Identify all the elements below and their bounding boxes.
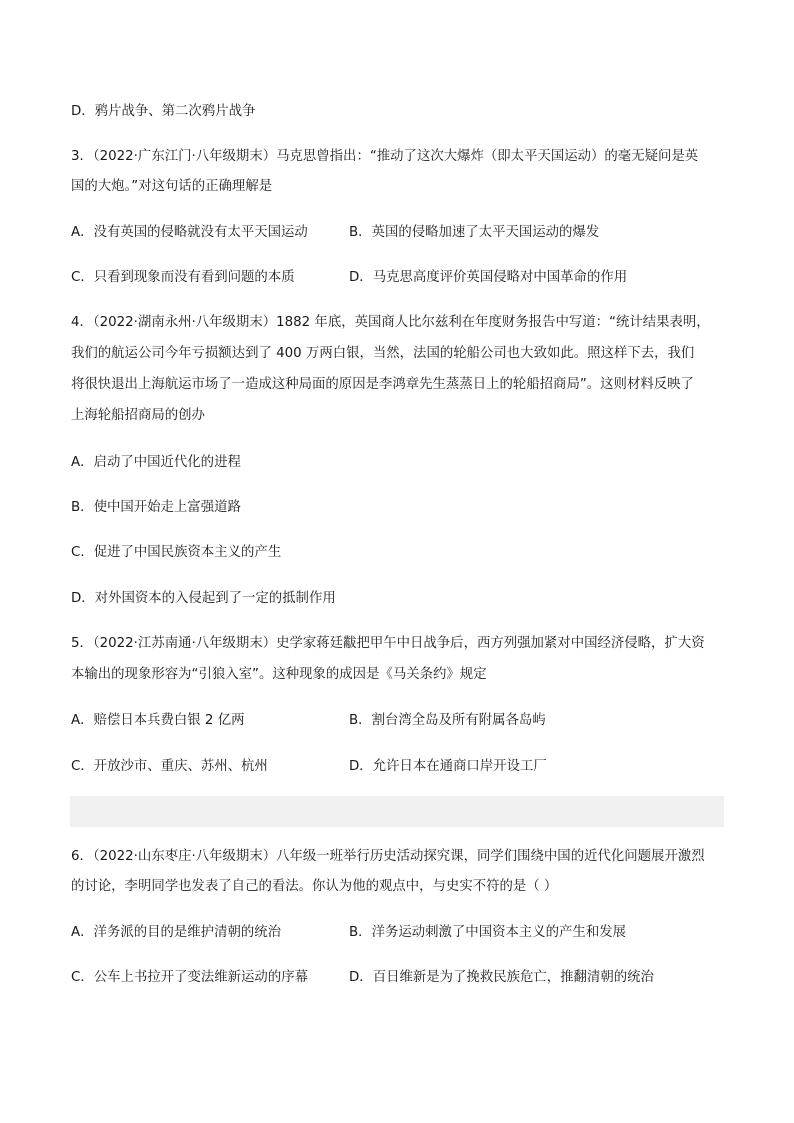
q5-stem-line1: 5．（2022·江苏南通·八年级期末）史学家蒋廷黻把甲午中日战争后，西方列强加紧对中国经济侵略，扩大资 [71, 636, 705, 651]
q6-option-b: B．洋务运动刺激了中国资本主义的产生和发展 [349, 925, 626, 940]
q2-option-d: D．鸦片战争、第二次鸦片战争 [71, 104, 256, 119]
q3-stem-line2: 国的大炮。”对这句话的正确理解是 [71, 179, 273, 194]
q4-stem-line4: 上海轮船招商局的创办 [71, 408, 205, 423]
q6-stem-line2: 的讨论，李明同学也发表了自己的看法。你认为他的观点中，与史实不符的是（ ） [71, 879, 558, 894]
q4-stem-line3: 将很快退出上海航运市场了一造成这种局面的原因是李鸿章先生蒸蒸日上的轮船招商局”。这则材料反映了 [71, 377, 694, 392]
q5-option-a: A．赔偿日本兵费白银 2 亿两 [71, 713, 245, 728]
q5-option-b: B．割台湾全岛及所有附属各岛屿 [349, 713, 546, 728]
q4-option-b: B．使中国开始走上富强道路 [71, 500, 241, 515]
q6-option-d: D．百日维新是为了挽救民族危亡，推翻清朝的统治 [349, 970, 654, 985]
q3-option-b: B．英国的侵略加速了太平天国运动的爆发 [349, 225, 600, 240]
q3-stem-line1: 3．（2022·广东江门·八年级期末）马克思曾指出：“推动了这次大爆炸（即太平天国运动）的毫无疑问是英 [71, 149, 699, 164]
q4-option-a: A．启动了中国近代化的进程 [71, 455, 241, 470]
q6-stem-line1: 6．（2022·山东枣庄·八年级期末）八年级一班举行历史活动探究课，同学们围绕中国的近代化问题展开激烈 [71, 849, 705, 864]
q3-option-d: D．马克思高度评价英国侵略对中国革命的作用 [349, 270, 628, 285]
q4-option-c: C．促进了中国民族资本主义的产生 [71, 545, 282, 560]
q5-stem-line2: 本输出的现象形容为“引狼入室”。这种现象的成因是《马关条约》规定 [71, 667, 487, 682]
q3-option-c: C．只看到现象而没有看到问题的本质 [71, 270, 295, 285]
section-divider-band [70, 796, 724, 827]
q6-option-c: C．公车上书拉开了变法维新运动的序幕 [71, 970, 308, 985]
q4-stem-line2: 我们的航运公司今年亏损额达到了 400 万两白银，当然，法国的轮船公司也大致如此。照这样下去，我们 [71, 346, 695, 361]
q3-option-a: A．没有英国的侵略就没有太平天国运动 [71, 225, 308, 240]
q6-option-a: A．洋务派的目的是维护清朝的统治 [71, 925, 282, 940]
q4-option-d: D．对外国资本的入侵起到了一定的抵制作用 [71, 591, 336, 606]
q5-option-d: D．允许日本在通商口岸开设工厂 [349, 759, 547, 774]
q5-option-c: C．开放沙市、重庆、苏州、杭州 [71, 759, 268, 774]
q4-stem-line1: 4．（2022·湖南永州·八年级期末）1882 年底，英国商人比尔兹利在年度财务报告中写道：“统计结果表明， [71, 315, 710, 330]
